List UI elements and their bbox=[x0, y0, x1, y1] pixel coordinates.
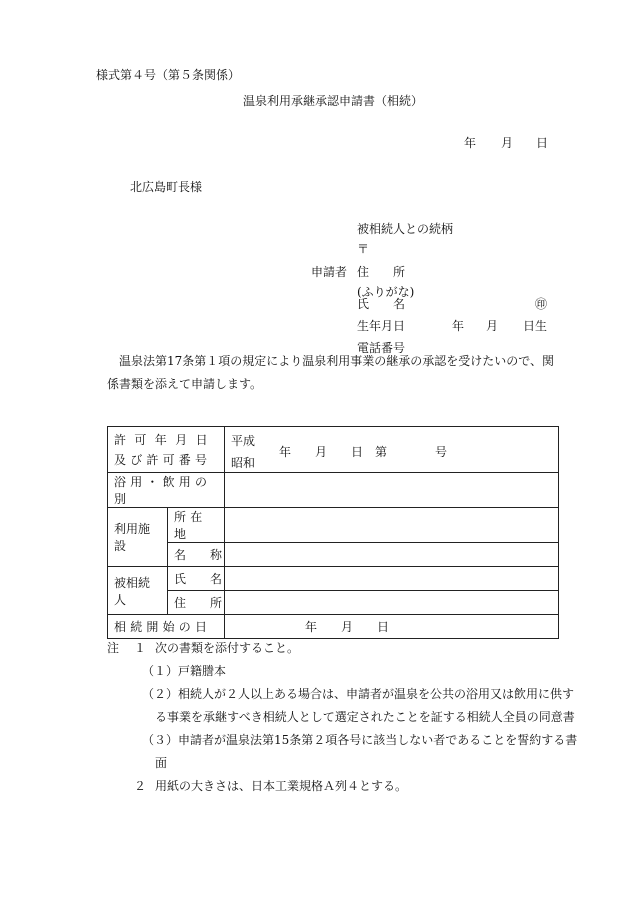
sub-note-1 bbox=[107, 660, 567, 683]
birth-day-label: 日生 bbox=[523, 319, 548, 333]
sub-note-3-cont bbox=[107, 752, 567, 775]
era-heisei: 平成 bbox=[231, 433, 256, 448]
birth-month-label: 月 bbox=[486, 319, 499, 333]
start-date-value: 年 月 日 bbox=[225, 615, 559, 639]
note-1-number: １ bbox=[134, 641, 147, 655]
sub-note-3 bbox=[107, 729, 578, 752]
name-label: 氏 名 bbox=[357, 297, 406, 311]
location-value bbox=[225, 508, 559, 543]
facility-name-row bbox=[108, 543, 559, 567]
application-table bbox=[107, 426, 559, 639]
date-month-label: 月 bbox=[501, 136, 514, 150]
permit-label-cell bbox=[108, 427, 225, 473]
permit-value-cell bbox=[225, 427, 559, 473]
phone-label: 電話番号 bbox=[357, 341, 406, 355]
sub-note-3-text-line1: 申請者が温泉法第15条第２項各号に該当しない者であることを誓約する書 bbox=[178, 733, 578, 747]
birth-label: 生年月日 bbox=[357, 319, 406, 333]
deceased-name-label: 氏 名 bbox=[168, 567, 225, 591]
deceased-address-row bbox=[108, 591, 559, 615]
address-label: 住 所 bbox=[357, 265, 406, 279]
permit-row bbox=[108, 427, 559, 473]
sub-note-2-number: （２） bbox=[142, 687, 179, 701]
facility-name-value bbox=[225, 543, 559, 567]
note-2-number: ２ bbox=[134, 779, 147, 793]
birth-year-label: 年 bbox=[452, 319, 465, 333]
facility-location-row bbox=[108, 508, 559, 543]
form-number: 様式第４号（第５条関係） bbox=[96, 68, 241, 82]
deceased-name-row bbox=[108, 567, 559, 591]
date-day-label: 日 bbox=[536, 136, 549, 150]
seal-mark: ㊞ bbox=[535, 297, 548, 311]
facility-label: 利用施設 bbox=[108, 508, 168, 567]
sub-note-2-text-line2: る事業を承継すべき相続人として選定されたことを証する相続人全員の同意書 bbox=[155, 710, 575, 724]
deceased-name-value bbox=[225, 567, 559, 591]
sub-note-2 bbox=[107, 683, 575, 706]
document-title: 温泉利用承継承認申請書（相続） bbox=[243, 94, 424, 108]
relation-label: 被相続人との続柄 bbox=[357, 222, 454, 236]
addressee: 北広島町長様 bbox=[130, 180, 203, 194]
start-date-label: 相続開始の日 bbox=[108, 615, 225, 639]
sub-note-1-number: （１） bbox=[142, 664, 179, 678]
applicant-label: 申請者 bbox=[311, 265, 348, 279]
date-year-label: 年 bbox=[464, 136, 477, 150]
sub-note-2-text-line1: 相続人が２人以上ある場合は、申請者が温泉を公共の浴用又は飲用に供す bbox=[178, 687, 575, 701]
permit-label-line2: 及び許可番号 bbox=[114, 452, 212, 467]
sub-note-3-number: （３） bbox=[142, 733, 179, 747]
notes-head: 注 bbox=[107, 641, 120, 655]
location-label: 所在地 bbox=[168, 508, 225, 543]
permit-label-line1: 許可年月日 bbox=[114, 432, 217, 447]
usage-label: 浴用・飲用の別 bbox=[108, 473, 225, 508]
notes-section bbox=[107, 637, 578, 798]
furigana-label: (ふりがな) bbox=[357, 285, 415, 299]
note-2-text: 用紙の大きさは、日本工業規格Ａ列４とする。 bbox=[155, 779, 408, 793]
postal-mark: 〒 bbox=[357, 242, 370, 256]
deceased-address-label: 住 所 bbox=[168, 591, 225, 615]
facility-name-label: 名 称 bbox=[168, 543, 225, 567]
note-2 bbox=[107, 775, 567, 798]
sub-note-3-text-line2: 面 bbox=[155, 756, 168, 770]
sub-note-2-cont bbox=[107, 706, 575, 729]
permit-value: 年 月 日 第 号 bbox=[279, 444, 448, 459]
deceased-label: 被相続人 bbox=[108, 567, 168, 615]
usage-row bbox=[108, 473, 559, 508]
body-paragraph: 温泉法第17条第１項の規定により温泉利用事業の継承の承認を受けたいので、関係書類を添えて申請します。 bbox=[107, 354, 555, 391]
note-1-text: 次の書類を添付すること。 bbox=[155, 641, 300, 655]
start-date-row bbox=[108, 615, 559, 639]
deceased-address-value bbox=[225, 591, 559, 615]
note-1 bbox=[107, 637, 567, 660]
sub-note-1-text: 戸籍謄本 bbox=[178, 664, 227, 678]
era-showa: 昭和 bbox=[231, 455, 256, 470]
usage-value bbox=[225, 473, 559, 508]
